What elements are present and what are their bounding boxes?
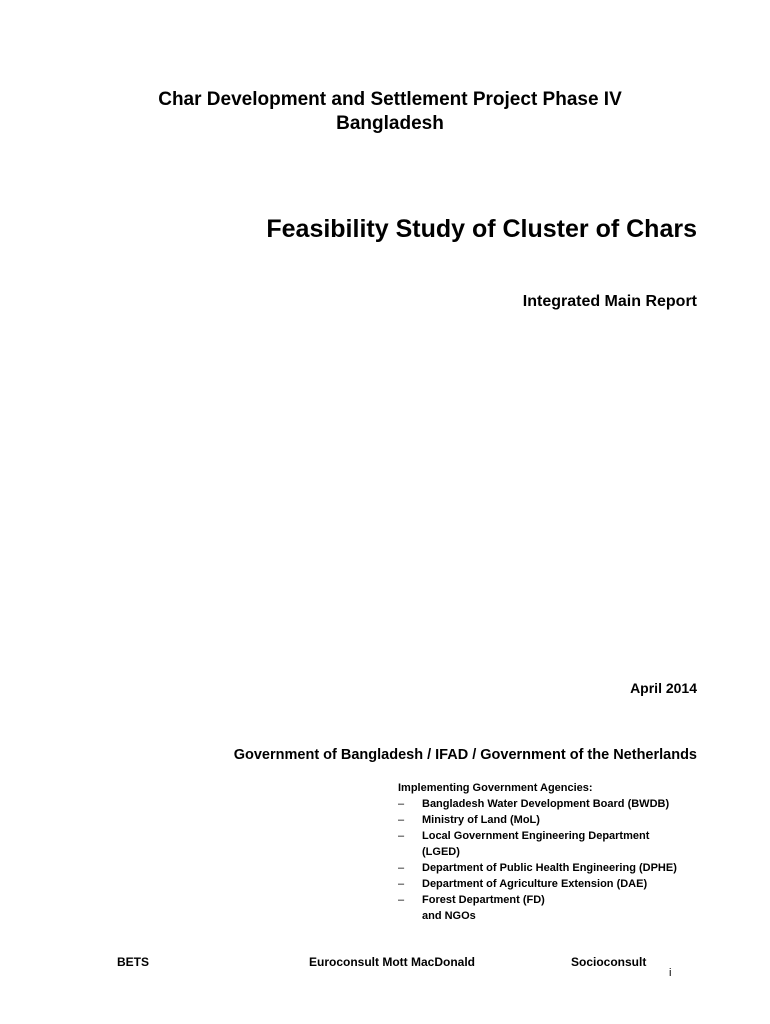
agencies-heading: Implementing Government Agencies: bbox=[398, 782, 593, 794]
consultant-euroconsult: Euroconsult Mott MacDonald bbox=[309, 955, 475, 969]
report-subtitle: Integrated Main Report bbox=[522, 293, 697, 310]
list-item-continuation bbox=[398, 908, 677, 924]
consultant-bets: BETS bbox=[117, 955, 150, 969]
list-item bbox=[398, 828, 677, 844]
list-item bbox=[398, 796, 677, 812]
agency-lged-abbrev: (LGED) bbox=[422, 846, 460, 858]
project-name: Char Development and Settlement Project Phase IV bbox=[158, 89, 622, 110]
list-item-continuation bbox=[398, 844, 677, 860]
list-item bbox=[398, 876, 677, 892]
agencies-trailer: and NGOs bbox=[422, 910, 476, 922]
list-dash: – bbox=[398, 830, 405, 842]
list-dash: – bbox=[398, 894, 405, 906]
consultants-footer bbox=[0, 954, 770, 974]
report-date: April 2014 bbox=[630, 680, 697, 696]
list-dash: – bbox=[398, 798, 405, 810]
agency-fd: Forest Department (FD) bbox=[422, 894, 545, 906]
report-title: Feasibility Study of Cluster of Chars bbox=[266, 215, 697, 243]
page-number: i bbox=[669, 967, 672, 979]
agency-dae: Department of Agriculture Extension (DAE) bbox=[422, 878, 648, 890]
agency-bwdb: Bangladesh Water Development Board (BWDB) bbox=[422, 798, 670, 810]
agency-lged: Local Government Engineering Department bbox=[422, 830, 650, 842]
consultant-socioconsult: Socioconsult bbox=[571, 955, 647, 969]
agencies-list bbox=[398, 796, 677, 924]
agency-mol: Ministry of Land (MoL) bbox=[422, 814, 540, 826]
project-header bbox=[0, 88, 770, 136]
list-item bbox=[398, 892, 677, 908]
agency-dphe: Department of Public Health Engineering (DPHE) bbox=[422, 862, 677, 874]
project-country: Bangladesh bbox=[336, 113, 444, 134]
list-item bbox=[398, 860, 677, 876]
list-dash: – bbox=[398, 878, 405, 890]
implementing-agencies bbox=[398, 780, 677, 924]
sponsors-line: Government of Bangladesh / IFAD / Government of the Netherlands bbox=[233, 747, 697, 763]
list-dash: – bbox=[398, 814, 405, 826]
list-dash: – bbox=[398, 862, 405, 874]
list-item bbox=[398, 812, 677, 828]
